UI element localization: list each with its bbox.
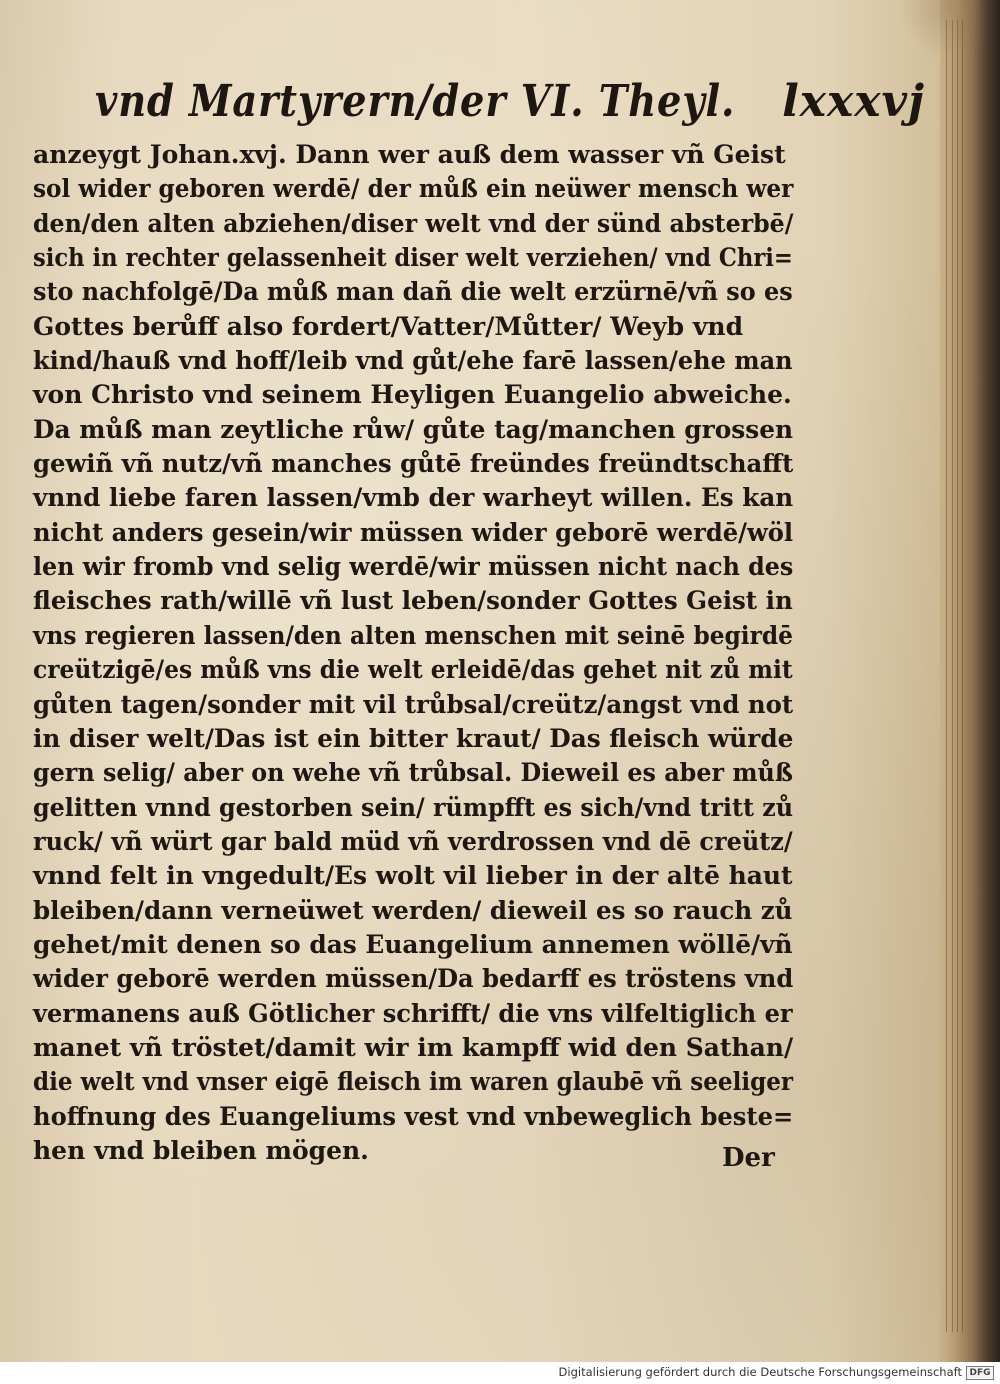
text-line: vnnd liebe faren lassen/vmb der warheyt willen. Es kan	[33, 483, 794, 513]
folio-number: lxxxvj	[782, 76, 925, 127]
page-edge-line	[946, 20, 947, 1332]
text-line: anzeygt Johan.xvj. Dann wer auß dem wasser vñ Geist	[33, 140, 786, 169]
funding-credit: Digitalisierung gefördert durch die Deutsche Forschungsgemeinschaft	[558, 1365, 962, 1379]
text-block	[33, 138, 793, 1168]
page-edge-line	[962, 20, 963, 1332]
text-line: len wir fromb vnd selig werdē/wir müssen nicht nach des	[33, 552, 794, 582]
text-line: creützigē/es můß vns die welt erleidē/das gehet nit zů mit	[33, 655, 793, 685]
text-line: ruck/ vñ würt gar bald müd vñ verdrossen vnd dē creütz/	[33, 826, 793, 856]
digitization-footer	[0, 1362, 1000, 1384]
text-line: gewiñ vñ nutz/vñ manches gůtē freündes freündtschafft	[33, 449, 794, 479]
text-line: vns regieren lassen/den alten menschen mit seinē begirdē	[33, 620, 793, 650]
text-line: Da můß man zeytliche růw/ gůte tag/manchen grossen	[33, 414, 794, 444]
page-edge-line	[952, 20, 953, 1332]
text-line: gůten tagen/sonder mit vil trůbsal/creütz/angst vnd not	[33, 689, 794, 719]
text-line: sto nachfolgē/Da můß man dañ die welt erzürnē/vñ so es	[33, 277, 793, 307]
text-line: von Christo vnd seinem Heyligen Euangelio abweiche.	[33, 380, 792, 410]
text-line: wider geborē werden müssen/Da bedarff es tröstens vnd	[33, 964, 794, 994]
text-line: die welt vnd vnser eigē fleisch im waren glaubē vñ seeliger	[33, 1067, 794, 1097]
text-line: sol wider geboren werdē/ der můß ein neüwer mensch wer	[33, 174, 794, 204]
running-head	[95, 72, 925, 142]
text-line: vnnd felt in vngedult/Es wolt vil lieber in der altē haut	[33, 861, 793, 891]
text-line: sich in rechter gelassenheit diser welt verziehen/ vnd Chri=	[33, 243, 793, 273]
stain-mark	[900, 0, 980, 60]
dfg-logo: DFG	[966, 1366, 994, 1380]
catchword: Der	[722, 1143, 775, 1173]
text-line: gelitten vnnd gestorben sein/ rümpfft es sich/vnd tritt zů	[33, 792, 794, 822]
text-line: vermanens auß Götlicher schrifft/ die vns vilfeltiglich er	[33, 998, 793, 1028]
text-line: Gottes berůff also fordert/Vatter/Můtter/ Weyb vnd	[33, 311, 744, 341]
text-line: gehet/mit denen so das Euangelium annemen wöllē/vñ	[33, 929, 793, 959]
text-line: nicht anders gesein/wir müssen wider geborē werdē/wöl	[33, 517, 794, 547]
page-edge-line	[957, 20, 958, 1332]
text-line: fleisches rath/willē vñ lust leben/sonder Gottes Geist in	[33, 586, 793, 616]
text-line: bleiben/dann verneüwet werden/ dieweil es so rauch zů	[33, 895, 793, 925]
text-line: in diser welt/Das ist ein bitter kraut/ Das fleisch würde	[33, 723, 794, 753]
text-line: den/den alten abziehen/diser welt vnd der sünd absterbē/	[33, 208, 794, 238]
text-line: hoffnung des Euangeliums vest vnd vnbeweglich beste=	[33, 1101, 794, 1131]
running-head-title: vnd Martyrern/der VI. Theyl.	[95, 76, 736, 127]
text-line: manet vñ tröstet/damit wir im kampff wid den Sathan/	[33, 1032, 794, 1062]
text-line: kind/hauß vnd hoff/leib vnd gůt/ehe farē lassen/ehe man	[33, 346, 793, 376]
text-line: gern selig/ aber on wehe vñ trůbsal. Dieweil es aber můß	[33, 758, 793, 788]
page-edge	[940, 0, 1000, 1362]
text-line: hen vnd bleiben mögen.	[33, 1135, 369, 1165]
